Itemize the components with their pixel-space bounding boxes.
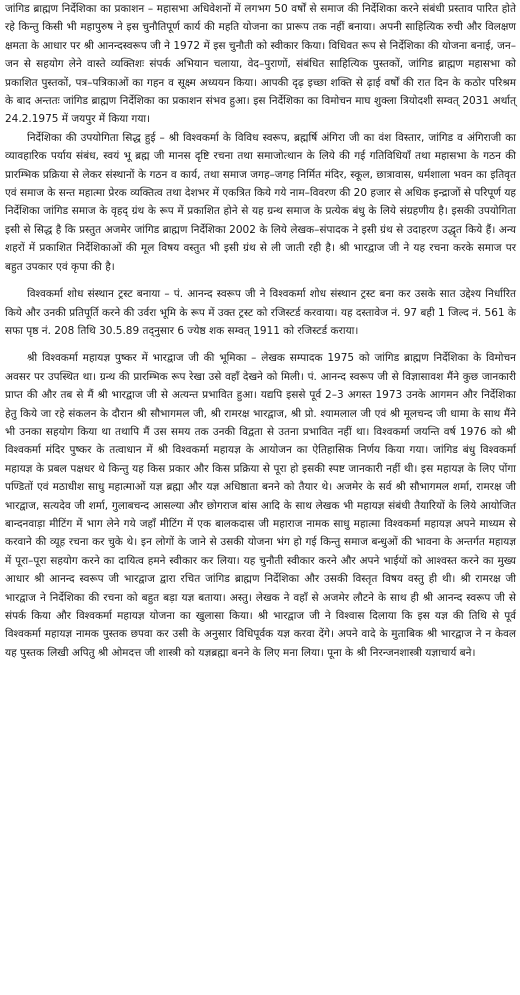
- paragraph-gap: [5, 340, 516, 349]
- paragraph-gap: [5, 276, 516, 285]
- paragraph-research-trust: विश्वकर्मा शोध संस्थान ट्रस्ट बनाया – पं. आनन्द स्वरूप जी ने विश्वकर्मा शोध संस्थान ट्रस्ट बना कर उसके सात उद्देश्य निर्धारित किये और उनकी प्रतिपूर्ति करने की उर्वरा भूमि के रूप में उक्त ट्रस्ट को रजिस्टर्ड करवाया। यह दस्तावेज नं. 97 बही 1 जिल्द नं. 561 के सफा पृष्ठ नं. 208 तिथि 30.5.89 तद्नुसार 6 ज्येष्ठ शक सम्वत् 1911 को रजिस्टर्ड कराया।: [5, 288, 516, 337]
- paragraph-mahayagya-pushkar: श्री विश्वकर्मा महायज्ञ पुष्कर में भारद्वाज जी की भूमिका – लेखक सम्पादक 1975 को जांगिड ब्राह्मण निर्देशिका के विमोचन अवसर पर उपस्थित था। ग्रन्थ की प्रारम्भिक रूप रेखा उसे वहाँ देखने को मिली। पं. आनन्द स्वरूप जी से विज्ञासावश मैंने कुछ जानकारी प्राप्त की और तब से मैं श्री भारद्वाज जी से अत्यन्त प्रभावित हुआ। यद्यपि इससे पूर्व 2–3 अगस्त 1973 उनके आगमन और निर्देशिका हेतु किये जा रहे संकलन के दौरान श्री सौभागमल जी, श्री रामरक्ष भारद्वाज, श्री प्रो. श्यामलाल जी एवं श्री मूलचन्द जी धामा के साथ मैंने भी उनका सहयोग किया था तथापि मैं उस समय तक उनकी विद्वता से उतना प्रभावित नहीं था। विश्वकर्मा जयन्ति वर्ष 1976 को श्री विश्वकर्मा मंदिर पुष्कर के तत्वाधान में श्री विश्वकर्मा महायज्ञ के आयोजन का ऐतिहासिक निर्णय किया गया। जांगिड बंधु विश्वकर्मा महायज्ञ के प्रबल पक्षधर थे किन्तु यह किस प्रकार और किस प्रक्रिया से पूरा हो इसकी स्पष्ट जानकारी नहीं थी। इस महायज्ञ के लिए पोंगा पण्डितों एवं मठाधीश साधु महात्माओं यज्ञ ब्रह्मा और यज्ञ अधिष्ठाता बनने को तैयार थे। अजमेर के सर्व श्री सौभागमल शर्मा, रामरक्ष जी भारद्वाज, सत्यदेव जी शर्मा, गुलाबचन्द आसल्या और छोगराज बांस आदि के साथ लेखक भी महायज्ञ संबंधी तैयारियों के लिये आयोजित बान्दनवाड़ा मीटिंग में भाग लेने गये जहाँ मीटिंग में एक बालकदास जी महाराज नामक साधु महात्मा विश्वकर्मा महायज्ञ अपने माध्यम से करवाने की व्यूह रचना कर चुके थे। इन लोगों के जाने से उसकी योजना भंग हो गई किन्तु समाज बन्धुओं की भावना के अन्तर्गत महायज्ञ में पूरा–पूरा सहयोग करने का दायित्व हमने स्वीकार कर लिया। यह चुनौती स्वीकार करने और अपने भाईयों को आश्वस्त करने का मुख्य आधार श्री आनन्द स्वरूप जी भारद्वाज द्वारा रचित जांगिड ब्राह्मण निर्देशिका और उसकी विस्तृत विषय वस्तु ही थी। श्री रामरक्ष जी भारद्वाज ने निर्देशिका की रचना को बहुत बड़ा यज्ञ बताया। अस्तु। लेखक ने वहाँ से अजमेर लौटने के साथ ही श्री आनन्द स्वरूप जी से संपर्क किया और विश्वकर्मा महायज्ञ योजना का खुलासा किया। श्री भारद्वाज जी ने विश्वास दिलाया कि इस यज्ञ की तिथि से पूर्व विश्वकर्मा महायज्ञ नामक पुस्तक छपवा कर उसी के अनुसार विधिपूर्वक यज्ञ करवा देंगे। अपने वादे के मुताबिक श्री भारद्वाज ने न केवल यह पुस्तक लिखी अपितु श्री ओमदत्त जी शास्त्री को यज्ञब्रह्मा बनने के लिए मना लिया। पूना के श्री निरन्जनशास्त्री यज्ञाचार्य बने।: [5, 352, 516, 659]
- paragraph-directory-publication: जांगिड ब्राह्मण निर्देशिका का प्रकाशन – महासभा अधिवेशनों में लगभग 50 वर्षों से समाज की निर्देशिका करने संबंधी प्रस्ताव पारित होते रहे किन्तु किसी भी महापुरुष ने इस चुनौतिपूर्ण कार्य की महति योजना का प्रारूप तक नहीं बनाया। अपनी साहित्यिक रुची और विलक्षण क्षमता के आधार पर श्री आनन्दस्वरूप जी ने 1972 में इस चुनौती को स्वीकार किया। विधिवत रूप से निर्देशिका की योजना बनाई, जन–जन से सहयोग लेने वास्ते व्यक्तिशः संपर्क अभियान चलाया, वेद–पुराणों, संबंधित साहित्यिक पुस्तकों, जांगिड ब्राह्मण महासभा को प्रकाशित पुस्तकों, पत्र–पत्रिकाओं का गहन व सूक्ष्म अध्ययन किया। आपकी दृढ़ इच्छा शक्ति से ढ़ाई वर्षों की रात दिन के कठोर परिश्रम के बाद अन्ततः जांगिड ब्राह्मण निर्देशिका का प्रकाशन संभव हुआ। इस निर्देशिका का विमोचन माघ शुक्ला त्रियोदशी सम्वत् 2031 अर्थात् 24.2.1975 में जयपुर में किया गया।: [5, 3, 516, 126]
- paragraph-directory-usefulness: निर्देशिका की उपयोगिता सिद्ध हुई – श्री विश्वकर्मा के विविध स्वरूप, ब्रह्मर्षि अंगिरा जी का वंश विस्तार, जांगिड व अंगिराजी का व्यावहारिक पर्याय संबंध, स्वयं भू ब्रह्म जी मानस दृष्टि रचना तथा समाजोत्थान के लिये की गई गतिविधियाँ तथा महासभा के गठन की प्रारम्भिक प्रक्रिया से लेकर संस्थानों के गठन व कार्य, तथा समाज जगह–जगह निर्मित मंदिर, स्कूल, छात्रावास, धर्मशाला भवन का इतिवृत एवं समाज के सन्त महात्मा प्रेरक व्यक्तित्व तथा देशभर में एकत्रित किये गये नाम–विवरण की 20 हजार से अधिक इन्द्राजों से परिपूर्ण यह निर्देशिका जांगिड समाज के वृहद् ग्रंथ के रूप में प्रकाशित होने से यह ग्रन्थ समाज के प्रत्येक बंधु के लिये संग्रहणीय है। इसकी उपयोगिता इसी से सिद्ध है कि प्रस्तुत अजमेर जांगिड ब्राह्मण निर्देशिका 2002 के लिये लेखक–संपादक ने इसी ग्रंथ से उदाहरण उद्धृत किये हैं। अन्य शहरों में प्रकाशित निर्देशिकाओं की मूल विषय वस्तुत भी इसी ग्रंथ से ली जाती रही है। श्री भारद्वाज जी ने यह रचना करके समाज पर बहुत उपकार एवं कृपा की है।: [5, 131, 516, 273]
